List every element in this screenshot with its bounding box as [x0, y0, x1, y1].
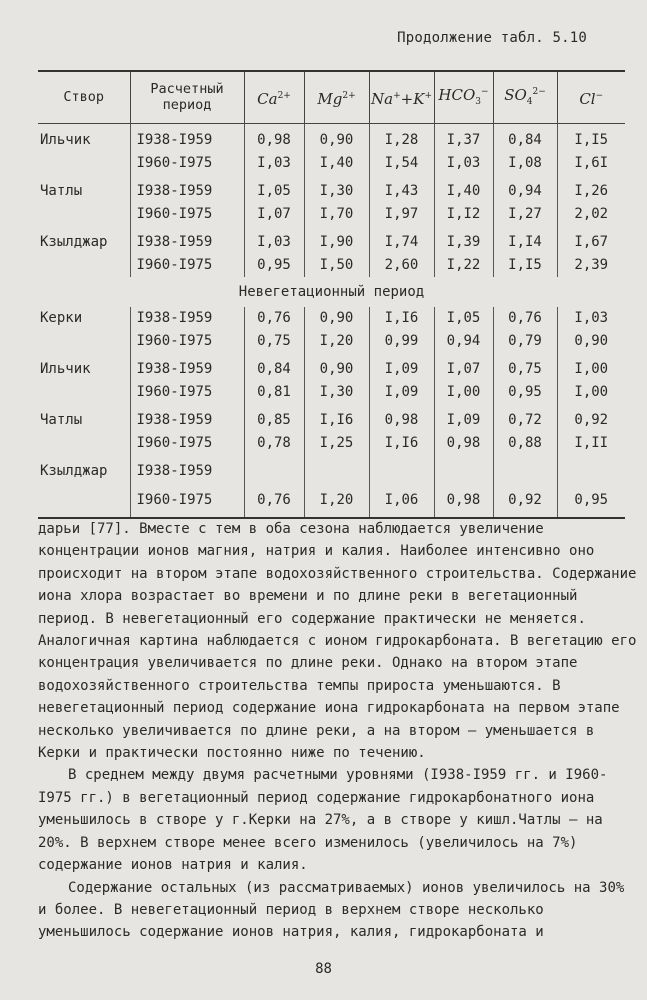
ion-ratio-table — [38, 70, 625, 519]
cell-nak: I,43 — [369, 180, 434, 203]
cell-stvor: Чатлы — [40, 411, 83, 428]
cell-hco3: I,39 — [434, 231, 493, 254]
table-row — [38, 432, 625, 455]
cell-so4: 0,92 — [493, 483, 557, 518]
header-mg-charge: 2+ — [342, 90, 356, 101]
header-na-charge: + — [393, 90, 401, 101]
table-row — [38, 381, 625, 404]
cell-hco3: I,22 — [434, 254, 493, 277]
cell-mg: I,50 — [304, 254, 369, 277]
table-row — [38, 409, 625, 432]
cell-so4: 0,94 — [493, 180, 557, 203]
header-k-symbol: K — [413, 89, 425, 108]
cell-hco3: I,09 — [434, 409, 493, 432]
cell-ca: I,03 — [244, 231, 304, 254]
table-row — [38, 129, 625, 152]
cell-stvor — [38, 381, 130, 404]
cell-ca: 0,95 — [244, 254, 304, 277]
cell-stvor: Кзылджар — [40, 233, 108, 250]
cell-nak: I,06 — [369, 483, 434, 518]
cell-period: I938-I959 — [130, 409, 244, 432]
cell-hco3: I,I2 — [434, 203, 493, 226]
table-row — [38, 203, 625, 226]
cell-period: I960-I975 — [130, 254, 244, 277]
header-mg — [304, 71, 369, 123]
header-cl — [557, 71, 625, 123]
header-cl-charge: − — [595, 90, 604, 101]
cell-nak: I,28 — [369, 129, 434, 152]
cell-so4: 0,88 — [493, 432, 557, 455]
cell-ca: I,05 — [244, 180, 304, 203]
cell-period: I960-I975 — [130, 152, 244, 175]
cell-mg: I,30 — [304, 180, 369, 203]
header-hco-sub: 3 — [475, 97, 482, 108]
cell-hco3: I,07 — [434, 358, 493, 381]
paragraph: Содержание остальных (из рассматриваемых) ионов увеличилось на 30% и более. В невегетационный период в верхнем створе несколько уменьшилось содержание ионов натрия, калия, гидрокарбоната и — [38, 879, 625, 941]
page-number: 88 — [315, 961, 332, 977]
cell-stvor — [38, 432, 130, 455]
cell-nak: I,I6 — [369, 307, 434, 330]
cell-nak: I,I6 — [369, 432, 434, 455]
header-hco-charge: − — [481, 87, 489, 98]
cell-ca: 0,76 — [244, 307, 304, 330]
cell-mg: I,25 — [304, 432, 369, 455]
cell-so4: 0,75 — [493, 358, 557, 381]
cell-ca: 0,78 — [244, 432, 304, 455]
header-period — [130, 71, 244, 123]
table-row — [38, 460, 625, 483]
cell-so4: 0,84 — [493, 129, 557, 152]
cell-stvor: Ильчик — [40, 131, 91, 148]
cell-cl — [557, 460, 625, 483]
cell-mg — [304, 460, 369, 483]
table-row — [38, 307, 625, 330]
header-so-symbol: SO — [504, 86, 527, 105]
cell-ca: 0,81 — [244, 381, 304, 404]
cell-ca: 0,98 — [244, 129, 304, 152]
cell-so4: I,I5 — [493, 254, 557, 277]
cell-cl: I,6I — [557, 152, 625, 175]
cell-stvor — [38, 330, 130, 353]
cell-ca: 0,85 — [244, 409, 304, 432]
header-ca-charge: 2+ — [277, 90, 291, 101]
cell-mg: I,20 — [304, 330, 369, 353]
cell-cl: I,03 — [557, 307, 625, 330]
table-row — [38, 180, 625, 203]
cell-hco3: 0,94 — [434, 330, 493, 353]
header-na-k: Na++K+ — [369, 71, 434, 123]
cell-so4: 0,72 — [493, 409, 557, 432]
section-row — [38, 277, 625, 307]
cell-cl: 0,95 — [557, 483, 625, 518]
cell-so4: 0,79 — [493, 330, 557, 353]
cell-hco3: I,40 — [434, 180, 493, 203]
cell-cl: I,II — [557, 432, 625, 455]
cell-hco3: I,05 — [434, 307, 493, 330]
cell-ca — [244, 460, 304, 483]
cell-cl: I,I5 — [557, 129, 625, 152]
cell-hco3: I,37 — [434, 129, 493, 152]
cell-stvor — [38, 152, 130, 175]
cell-period: I960-I975 — [130, 432, 244, 455]
header-na-symbol: Na — [371, 89, 394, 108]
cell-stvor: Керки — [40, 309, 83, 326]
header-mg-symbol: Mg — [317, 89, 343, 108]
cell-so4: I,08 — [493, 152, 557, 175]
cell-mg: I,30 — [304, 381, 369, 404]
cell-cl: I,67 — [557, 231, 625, 254]
header-period-line2: период — [162, 97, 212, 114]
cell-period: I938-I959 — [130, 358, 244, 381]
cell-hco3: I,00 — [434, 381, 493, 404]
cell-stvor: Ильчик — [40, 360, 91, 377]
cell-stvor — [38, 254, 130, 277]
cell-ca: 0,75 — [244, 330, 304, 353]
cell-period: I960-I975 — [130, 330, 244, 353]
cell-mg: 0,90 — [304, 358, 369, 381]
cell-mg: I,90 — [304, 231, 369, 254]
cell-stvor: Чатлы — [40, 182, 83, 199]
cell-ca: I,03 — [244, 152, 304, 175]
header-hco-symbol: HCO — [438, 86, 476, 105]
cell-cl: 2,02 — [557, 203, 625, 226]
cell-nak: 0,99 — [369, 330, 434, 353]
cell-nak: 2,60 — [369, 254, 434, 277]
table-row — [38, 330, 625, 353]
cell-mg: I,70 — [304, 203, 369, 226]
table-row — [38, 358, 625, 381]
header-so-charge: 2− — [532, 87, 546, 98]
cell-cl: I,26 — [557, 180, 625, 203]
cell-stvor — [38, 203, 130, 226]
body-text — [38, 518, 638, 944]
header-so4 — [493, 71, 557, 123]
section-title: Невегетационный период — [238, 283, 425, 300]
cell-cl: 0,92 — [557, 409, 625, 432]
header-so-sub: 4 — [526, 97, 533, 108]
cell-period: I960-I975 — [130, 203, 244, 226]
cell-period: I938-I959 — [130, 129, 244, 152]
cell-nak: I,09 — [369, 381, 434, 404]
header-ca — [244, 71, 304, 123]
cell-cl: 2,39 — [557, 254, 625, 277]
cell-hco3: 0,98 — [434, 483, 493, 518]
cell-period: I938-I959 — [130, 180, 244, 203]
table-caption: Продолжение табл. 5.10 — [397, 30, 587, 46]
cell-nak: I,74 — [369, 231, 434, 254]
cell-so4: I,27 — [493, 203, 557, 226]
cell-hco3: 0,98 — [434, 432, 493, 455]
header-hco3 — [434, 71, 493, 123]
cell-nak: I,09 — [369, 358, 434, 381]
cell-stvor: Кзылджар — [40, 462, 108, 479]
paragraph: В среднем между двумя расчетными уровнями (I938-I959 гг. и I960-I975 гг.) в вегетационный период содержание гидрокарбонатного иона уменьшилось в створе у г.Керки на 27%, а в створе у кишл.Чатлы – на 20%. В верхнем створе менее всего изменилось (увеличилось на 7%) содержание ионов натрия и калия. — [38, 767, 608, 874]
cell-stvor — [38, 483, 130, 518]
cell-period: I960-I975 — [130, 381, 244, 404]
cell-mg: I,I6 — [304, 409, 369, 432]
table-row — [38, 483, 625, 518]
header-cl-symbol: Cl — [579, 89, 596, 108]
cell-cl: 0,90 — [557, 330, 625, 353]
table-row — [38, 254, 625, 277]
cell-period: I938-I959 — [130, 231, 244, 254]
cell-ca: I,07 — [244, 203, 304, 226]
cell-so4: 0,95 — [493, 381, 557, 404]
cell-nak: I,54 — [369, 152, 434, 175]
cell-period: I938-I959 — [130, 307, 244, 330]
cell-cl: I,00 — [557, 381, 625, 404]
cell-nak: 0,98 — [369, 409, 434, 432]
cell-ca: 0,76 — [244, 483, 304, 518]
header-period-line1: Расчетный — [150, 81, 224, 98]
table-header-row — [38, 71, 625, 123]
cell-mg: I,20 — [304, 483, 369, 518]
table-row — [38, 231, 625, 254]
cell-ca: 0,84 — [244, 358, 304, 381]
cell-hco3 — [434, 460, 493, 483]
header-ca-symbol: Ca — [257, 89, 278, 108]
cell-mg: 0,90 — [304, 307, 369, 330]
table-row — [38, 152, 625, 175]
cell-nak: I,97 — [369, 203, 434, 226]
paragraph: дарьи [77]. Вместе с тем в оба сезона наблюдается увеличение концентрации ионов магния, натрия и калия. Наиболее интенсивно оно происходит на втором этапе водохозяйственного строительства. Содержание иона хлора возрастает во времени и по длине реки в вегетационный период. В невегетационный его содержание практически не меняется. Аналогичная картина наблюдается с ионом гидрокарбоната. В вегетацию его концентрация увеличивается по длине реки. Однако на втором этапе водохозяйственного строительства темпы прироста уменьшаются. В невегетационный период содержание иона гидрокарбоната на первом этапе несколько увеличивается по длине реки, а на втором – уменьшается в Керки и практически постоянно ниже по течению. — [38, 521, 637, 762]
cell-cl: I,00 — [557, 358, 625, 381]
header-stvor: Створ — [38, 71, 130, 123]
cell-nak — [369, 460, 434, 483]
cell-period: I960-I975 — [130, 483, 244, 518]
cell-mg: I,40 — [304, 152, 369, 175]
cell-so4 — [493, 460, 557, 483]
cell-so4: I,I4 — [493, 231, 557, 254]
cell-so4: 0,76 — [493, 307, 557, 330]
cell-hco3: I,03 — [434, 152, 493, 175]
cell-mg: 0,90 — [304, 129, 369, 152]
cell-period: I938-I959 — [130, 460, 244, 483]
header-k-charge: + — [424, 90, 432, 101]
